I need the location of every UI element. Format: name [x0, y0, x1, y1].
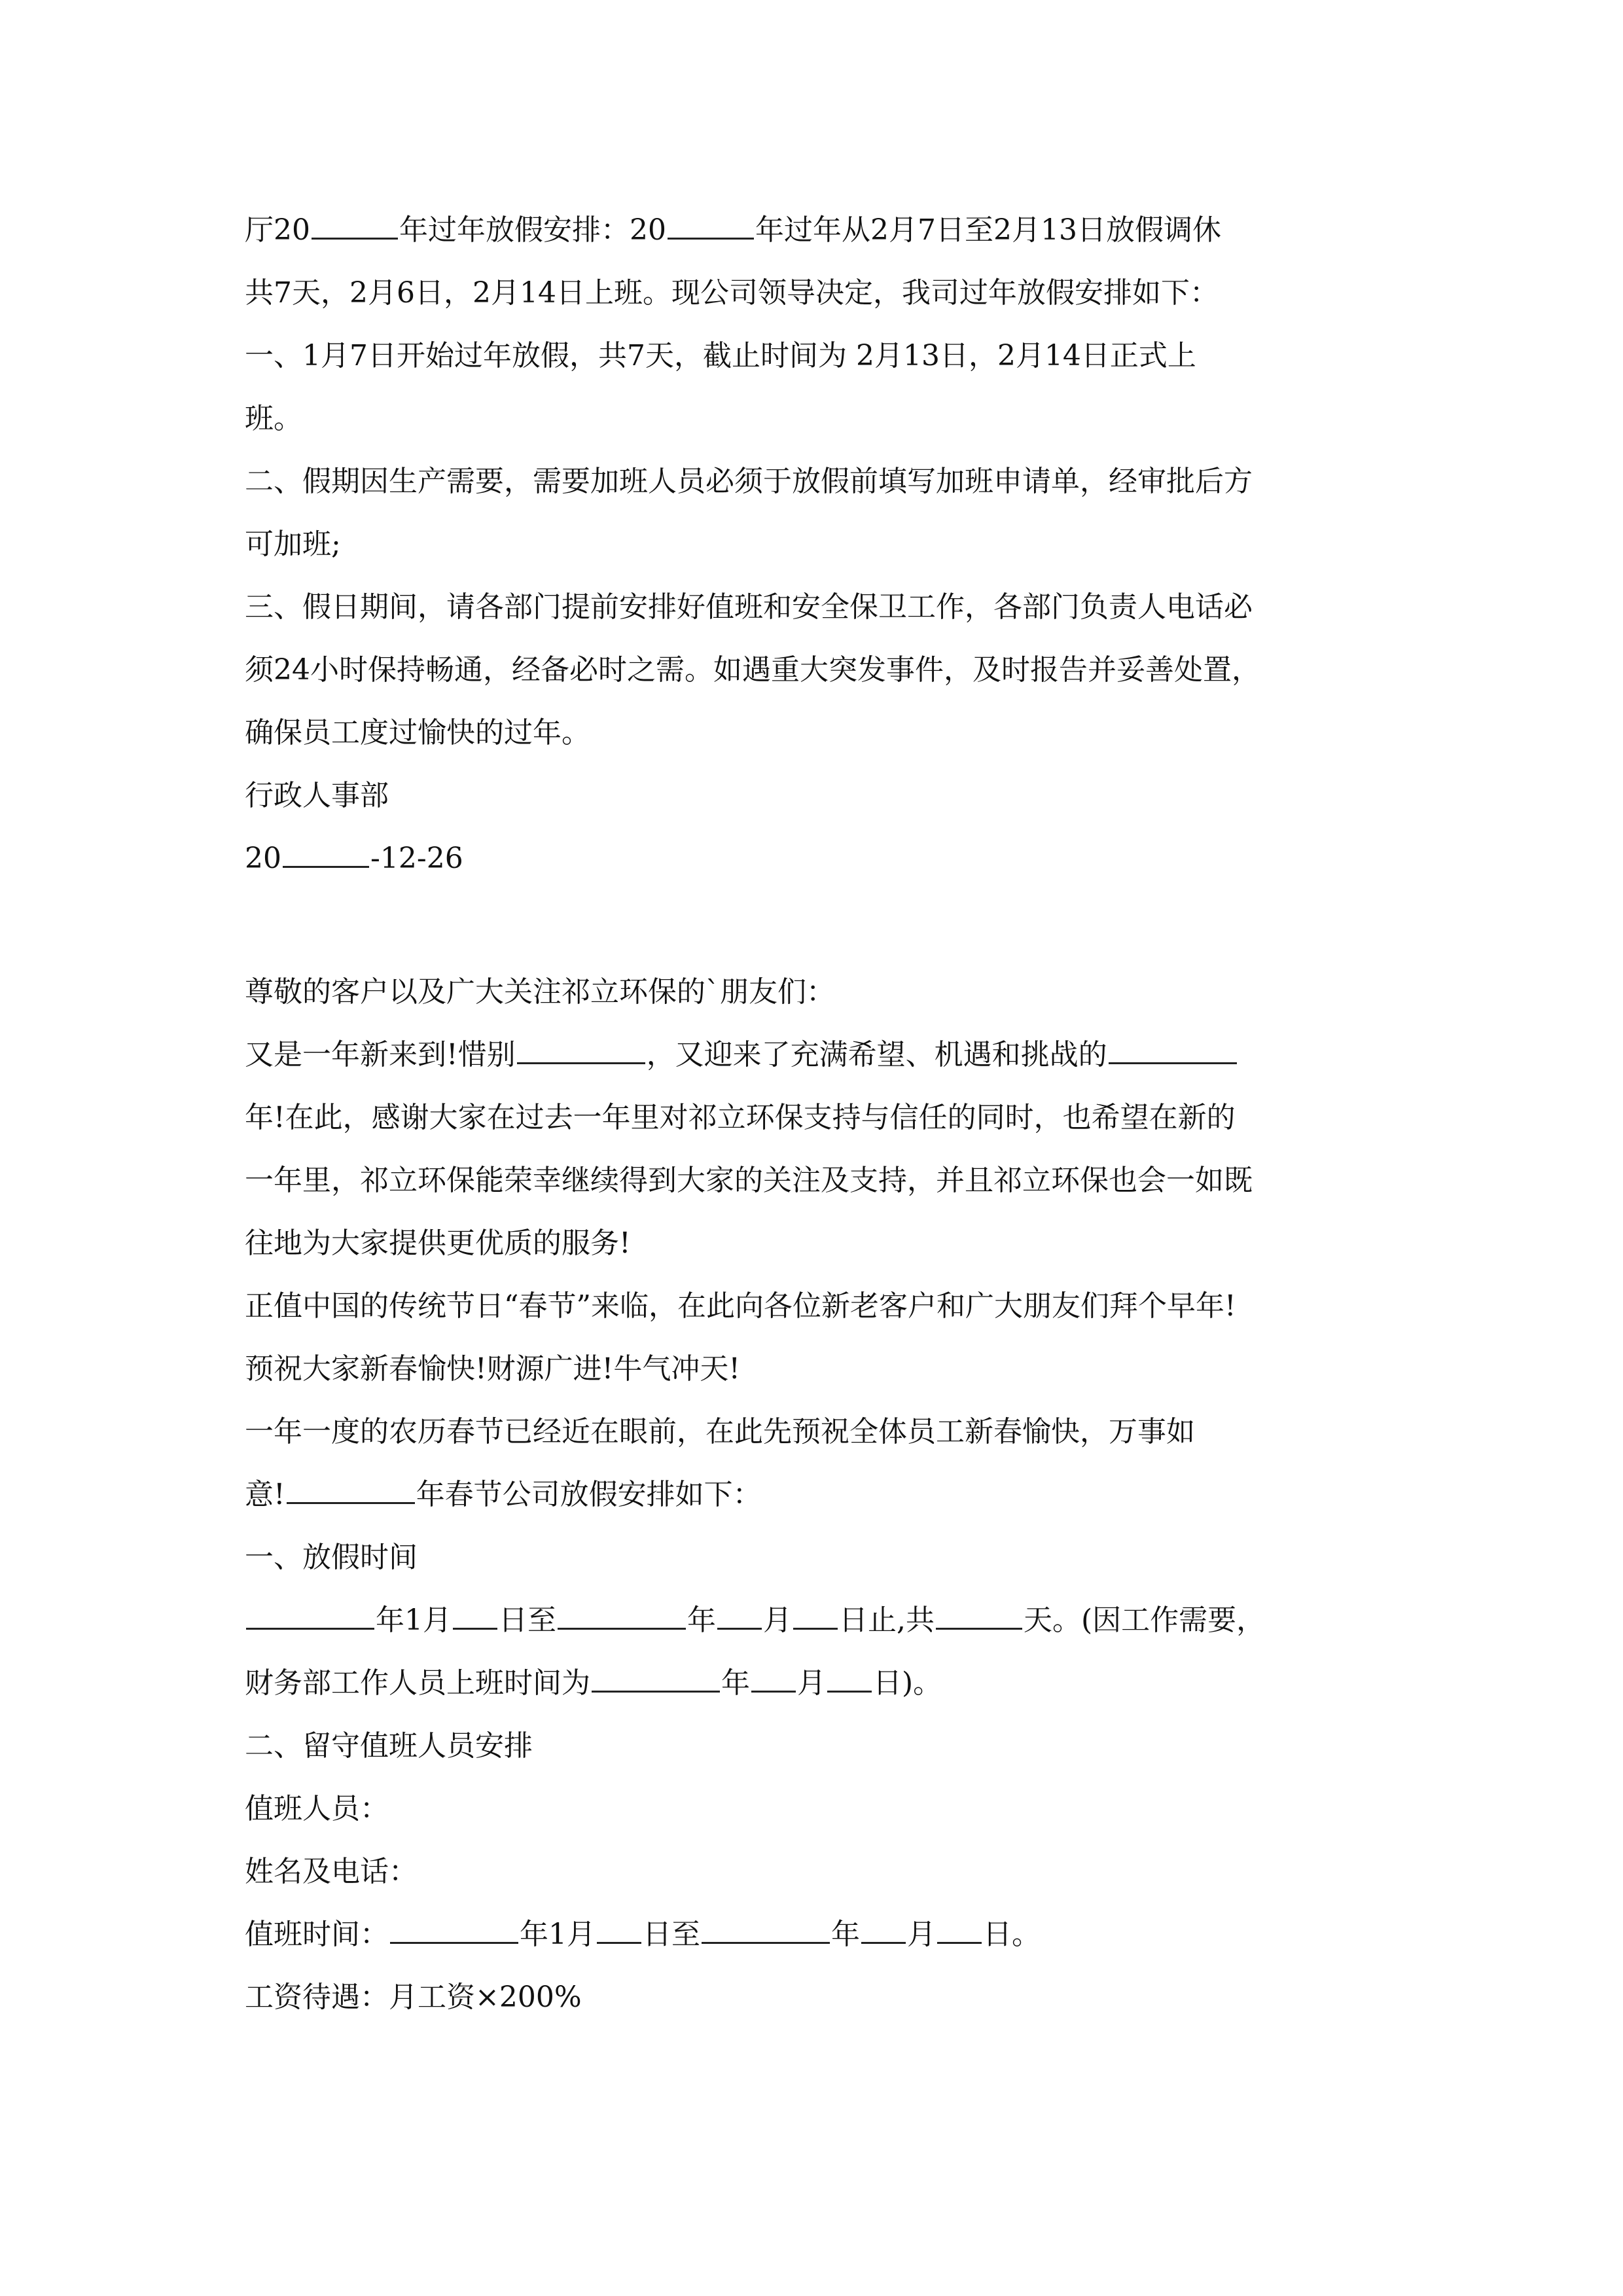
notice-date: [245, 839, 1397, 878]
blank-field: [597, 1916, 641, 1944]
text: 意!: [245, 1478, 285, 1511]
blank-field: [558, 1602, 686, 1630]
blank-field: [827, 1664, 872, 1693]
duty-time-line: [245, 1915, 1397, 1954]
blank-field: [1109, 1036, 1237, 1064]
text: ，又迎来了充满希望、机遇和挑战的: [646, 1038, 1107, 1071]
section-heading-holiday: 一、放假时间: [245, 1541, 418, 1574]
text: 又是一年新来到!惜别: [245, 1038, 516, 1071]
letter-line-3: 年!在此，感谢大家在过去一年里对祁立环保支持与信任的同时，也希望在新的: [245, 1101, 1236, 1134]
blank-field: [937, 1916, 982, 1944]
blank-field: [390, 1916, 518, 1944]
notice-line-6: 可加班;: [245, 528, 341, 561]
text: 年: [831, 1918, 860, 1951]
letter-line-8: 一年一度的农历春节已经近在眼前，在此先预祝全体员工新春愉快，万事如: [245, 1415, 1195, 1448]
text: 值班时间：: [245, 1918, 389, 1951]
blank-field: [592, 1664, 720, 1693]
text: 日至: [499, 1604, 556, 1637]
text: 月: [797, 1666, 826, 1700]
name-phone-line: 姓名及电话：: [245, 1855, 418, 1888]
blank-field: [717, 1602, 762, 1630]
letter-line-2: [245, 1035, 1397, 1075]
holiday-period-line: [245, 1601, 1397, 1640]
notice-line-7: 三、假日期间，请各部门提前安排好值班和安全保卫工作，各部门负责人电话必: [245, 590, 1253, 624]
notice-line-9: 确保员工度过愉快的过年。: [245, 716, 590, 749]
letter-line-5: 往地为大家提供更优质的服务!: [245, 1227, 631, 1260]
notice-line-4: 班。: [245, 402, 302, 435]
text: 20: [245, 842, 281, 875]
text: -12-26: [370, 842, 463, 875]
text: 月: [907, 1918, 936, 1951]
text: 年1月: [376, 1604, 452, 1637]
blank-field: [453, 1602, 497, 1630]
letter-line-6: 正值中国的传统节日“春节”来临，在此向各位新老客户和广大朋友们拜个早年!: [245, 1289, 1236, 1323]
blank-field: [751, 1664, 796, 1693]
text: 年: [687, 1604, 716, 1637]
text: 月: [763, 1604, 792, 1637]
signature: 行政人事部: [245, 779, 389, 812]
text: 年春节公司放假安排如下：: [416, 1478, 762, 1511]
blank-field: [283, 840, 369, 868]
text: 年1月: [520, 1918, 596, 1951]
text: 日止,共: [839, 1604, 935, 1637]
letter-line-9: [245, 1475, 1397, 1515]
finance-work-line: [245, 1664, 1397, 1703]
blank-field: [312, 211, 398, 240]
blank-field: [936, 1602, 1022, 1630]
text: 厅20: [245, 213, 310, 247]
notice-line-2: 共7天，2月6日，2月14日上班。现公司领导决定，我司过年放假安排如下：: [245, 276, 1219, 310]
text: 日至: [643, 1918, 700, 1951]
notice-line-1: [245, 211, 1397, 250]
text: 年: [721, 1666, 750, 1700]
text: 日)。: [873, 1666, 942, 1700]
blank-field: [287, 1476, 415, 1504]
blank-field: [246, 1602, 374, 1630]
salary-line: 工资待遇：月工资×200%: [245, 1981, 582, 2014]
text: 年过年从2月7日至2月13日放假调休: [755, 213, 1221, 247]
notice-line-5: 二、假期因生产需要，需要加班人员必须于放假前填写加班申请单，经审批后方: [245, 465, 1253, 498]
blank-field: [668, 211, 754, 240]
letter-line-4: 一年里，祁立环保能荣幸继续得到大家的关注及支持，并且祁立环保也会一如既: [245, 1164, 1253, 1197]
text: 日。: [983, 1918, 1041, 1951]
duty-staff-line: 值班人员：: [245, 1792, 389, 1825]
letter-line-7: 预祝大家新春愉快!财源广进!牛气冲天!: [245, 1352, 741, 1386]
section-heading-duty: 二、留守值班人员安排: [245, 1729, 533, 1763]
text: 年过年放假安排：20: [399, 213, 666, 247]
text: 天。(因工作需要，: [1024, 1604, 1266, 1637]
greeting-line: 尊敬的客户以及广大关注祁立环保的`朋友们：: [245, 975, 835, 1009]
blank-field: [517, 1036, 645, 1064]
blank-field: [793, 1602, 838, 1630]
notice-line-3: 一、1月7日开始过年放假，共7天，截止时间为 2月13日，2月14日正式上: [245, 339, 1196, 372]
blank-field: [861, 1916, 906, 1944]
text: 财务部工作人员上班时间为: [245, 1666, 590, 1700]
notice-line-8: 须24小时保持畅通，经备必时之需。如遇重大突发事件，及时报告并妥善处置，: [245, 653, 1260, 687]
blank-field: [702, 1916, 830, 1944]
